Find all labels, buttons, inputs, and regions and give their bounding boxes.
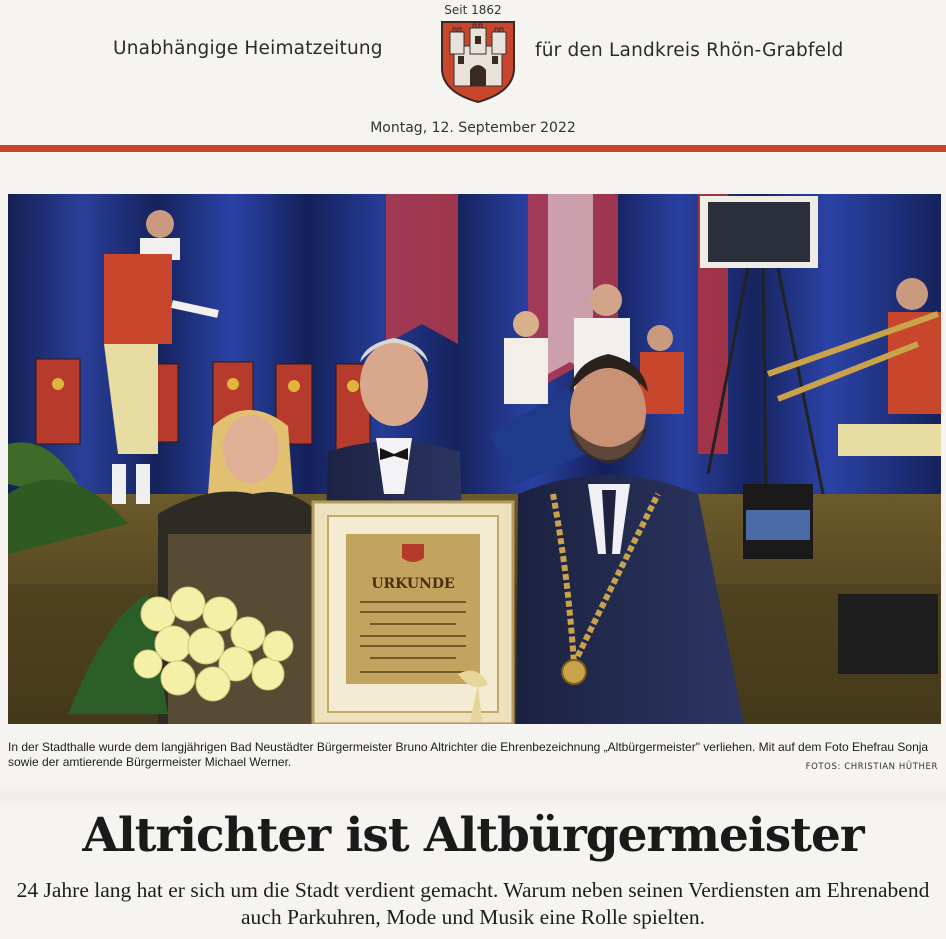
article-headline: Altrichter ist Altbürgermeister xyxy=(82,808,864,863)
founding-year: Seit 1862 xyxy=(444,3,502,17)
masthead xyxy=(0,0,946,190)
photo-credit: FOTOS: CHRISTIAN HÜTHER xyxy=(805,762,938,772)
photo-caption: In der Stadthalle wurde dem langjährigen Bad Neustädter Bürgermeister Bruno Altrichter die Ehrenbezeichnung „Altbürgermeister" verliehen. Mit auf dem Foto Ehefrau Sonja sowie der amtierende Bürgermeister Michael Werner. xyxy=(8,740,929,769)
masthead-rule xyxy=(0,145,946,152)
issue-date: Montag, 12. September 2022 xyxy=(370,120,576,136)
ceremony-photo xyxy=(8,194,941,724)
bleed-through xyxy=(0,784,946,808)
certificate-title: URKUNDE xyxy=(371,576,455,592)
city-crest-icon xyxy=(440,20,516,104)
tagline-right: für den Landkreis Rhön-Grabfeld xyxy=(535,40,844,61)
tagline-left: Unabhängige Heimatzeitung xyxy=(113,38,383,59)
article-subhead: 24 Jahre lang hat er sich um die Stadt verdient gemacht. Warum neben seinen Verdiensten am Ehrenabend auch Parkuhren, Mode und Musik eine Rolle spielten. xyxy=(16,878,930,929)
